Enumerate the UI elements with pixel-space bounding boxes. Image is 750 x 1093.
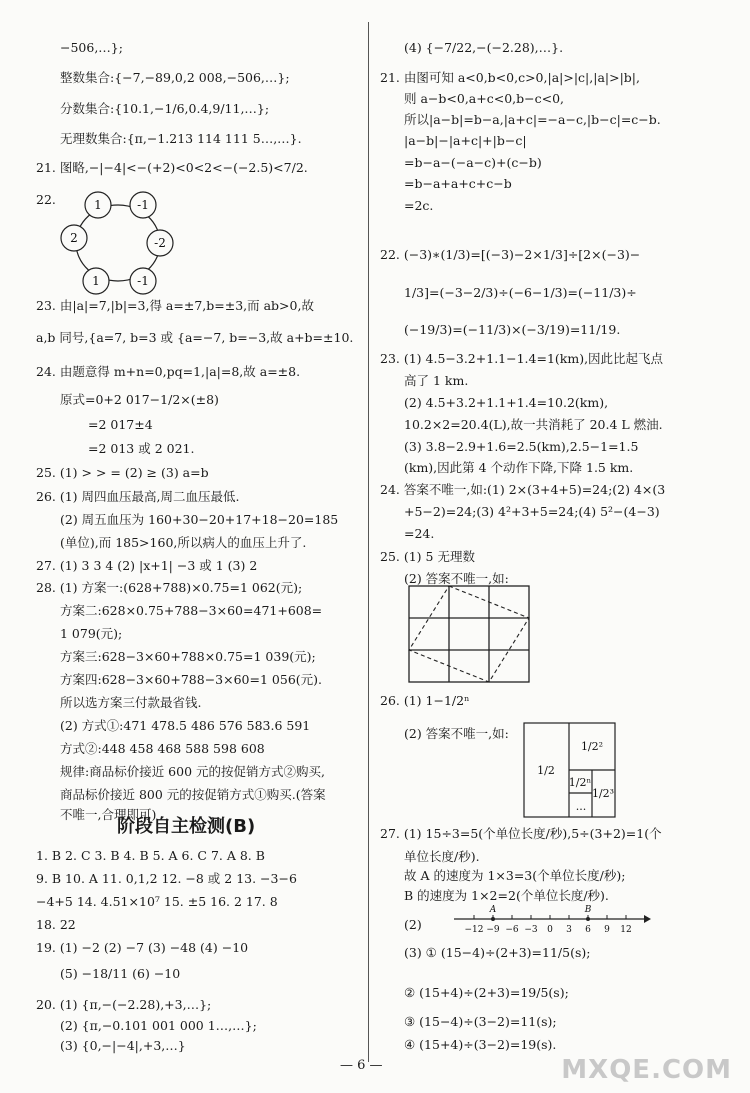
text-line: (2) 答案不唯一,如: [404, 726, 509, 741]
circle-value: -2 [154, 236, 166, 250]
text-line: 25. (1) 5 无理数 [380, 549, 475, 564]
text-line: 27. (1) 3 3 4 (2) |x+1| −3 或 1 (3) 2 [36, 558, 258, 573]
text-line: 方案三:628−3×60+788×0.75=1 039(元); [60, 649, 316, 664]
section-title: 阶段自主检测(B) [117, 816, 256, 837]
text-line: 26. (1) 周四血压最高,周二血压最低. [36, 489, 240, 504]
text-line: (2) 周五血压为 160+30−20+17+18−20=185 [60, 512, 339, 527]
tick-label: −6 [505, 925, 519, 935]
text-line: 21. 由图可知 a<0,b<0,c>0,|a|>|c|,|a|>|b|, [380, 70, 640, 85]
text-line: 单位长度/秒). [404, 849, 480, 864]
text-line: 21. 图略,−|−4|<−(+2)<0<2<−(−2.5)<7/2. [36, 160, 308, 175]
text-line: 1/3]=(−3−2/3)÷(−6−1/3)=(−11/3)÷ [404, 285, 637, 300]
text-line: −506,…}; [60, 40, 123, 55]
text-line: ③ (15−4)÷(3−2)=11(s); [404, 1014, 557, 1029]
text-line: 故 A 的速度为 1×3=3(个单位长度/秒); [404, 868, 626, 883]
number-line-diagram [452, 903, 652, 937]
text-line: 1. B 2. C 3. B 4. B 5. A 6. C 7. A 8. B [36, 848, 265, 863]
text-line: 22. [36, 192, 56, 207]
text-line: 高了 1 km. [404, 373, 469, 388]
text-line: (2) [404, 917, 422, 932]
text-line: =2c. [404, 198, 434, 213]
text-line: 方案四:628−3×60+788−3×60=1 056(元). [60, 672, 322, 687]
text-line: =2 013 或 2 021. [88, 441, 195, 456]
text-line: 无理数集合:{π,−1.213 114 111 5…,…}. [60, 131, 302, 146]
text-line: (3) {0,−|−4|,+3,…} [60, 1038, 186, 1053]
text-line: (2) 4.5+3.2+1.1+1.4=10.2(km), [404, 395, 609, 410]
text-line: (−19/3)=(−11/3)×(−3/19)=11/19. [404, 322, 621, 337]
text-line: 22. (−3)∗(1/3)=[(−3)−2×1/3]÷[2×(−3)− [380, 247, 641, 262]
text-line: 20. (1) {π,−(−2.28),+3,…}; [36, 997, 212, 1012]
watermark: MXQE.COM [561, 1055, 732, 1085]
text-line: 9. B 10. A 11. 0,1,2 12. −8 或 2 13. −3−6 [36, 871, 297, 886]
text-line: ② (15+4)÷(2+3)=19/5(s); [404, 985, 569, 1000]
text-line: (4) {−7/22,−(−2.28),…}. [404, 40, 564, 55]
area-label: 1/2 [537, 764, 555, 777]
text-line: 原式=0+2 017−1/2×(±8) [60, 392, 219, 407]
text-line: ④ (15+4)÷(3−2)=19(s). [404, 1037, 557, 1052]
text-line: +5−2)=24;(3) 4²+3+5=24;(4) 5²−(4−3) [404, 504, 660, 519]
tick-label: −12 [464, 925, 484, 935]
tick-label: 9 [604, 925, 610, 935]
text-line: 所以|a−b|=b−a,|a+c|=−a−c,|b−c|=c−b. [404, 112, 661, 127]
circle-value: -1 [137, 274, 149, 288]
text-line: (2) {π,−0.101 001 000 1…,…}; [60, 1018, 257, 1033]
area-label: 1/2² [580, 740, 604, 753]
text-line: −4+5 14. 4.51×10⁷ 15. ±5 16. 2 17. 8 [36, 894, 278, 909]
text-line: =24. [404, 526, 435, 541]
text-line: 则 a−b<0,a+c<0,b−c<0, [404, 91, 565, 106]
text-line: 25. (1) > > = (2) ≥ (3) a=b [36, 465, 209, 480]
text-line: (5) −18/11 (6) −10 [60, 966, 181, 981]
text-line: 整数集合:{−7,−89,0,2 008,−506,…}; [60, 70, 290, 85]
page-number: — 6 — [340, 1058, 383, 1073]
text-line: 24. 答案不唯一,如:(1) 2×(3+4+5)=24;(2) 4×(3 [380, 482, 666, 497]
text-line: =b−a+a+c+c−b [404, 176, 512, 191]
text-line: (3) ① (15−4)÷(2+3)=11/5(s); [404, 945, 591, 960]
text-line: 23. 由|a|=7,|b|=3,得 a=±7,b=±3,而 ab>0,故 [36, 298, 314, 313]
text-line: 28. (1) 方案一:(628+788)×0.75=1 062(元); [36, 580, 303, 595]
grid-square-diagram [408, 585, 530, 684]
tick-label: 6 [585, 925, 591, 935]
tick-label: −3 [524, 925, 538, 935]
text-line: =2 017±4 [88, 417, 153, 432]
text-line: 1 079(元); [60, 626, 123, 641]
text-line: 24. 由题意得 m+n=0,pq=1,|a|=8,故 a=±8. [36, 364, 301, 379]
text-line: 26. (1) 1−1/2ⁿ [380, 693, 470, 708]
text-line: (2) 答案不唯一,如: [404, 571, 509, 586]
text-line: 所以选方案三付款最省钱. [60, 695, 202, 710]
text-line: 方案二:628×0.75+788−3×60=471+608= [60, 603, 323, 618]
circle-ring-diagram [58, 188, 178, 298]
point-label: A [489, 905, 497, 915]
circle-value: -1 [137, 198, 149, 212]
tick-label: 3 [566, 925, 572, 935]
text-line: 19. (1) −2 (2) −7 (3) −48 (4) −10 [36, 940, 249, 955]
text-line: a,b 同号,{a=7, b=3 或 {a=−7, b=−3,故 a+b=±10. [36, 330, 354, 345]
circle-value: 2 [70, 231, 78, 245]
tick-label: −9 [486, 925, 500, 935]
text-line: (3) 3.8−2.9+1.6=2.5(km),2.5−1=1.5 [404, 439, 639, 454]
column-divider [368, 22, 369, 1062]
text-line: 分数集合:{10.1,−1/6,0.4,9/11,…}; [60, 101, 270, 116]
area-label: 1/2³ [591, 787, 615, 800]
text-line: (2) 方式①:471 478.5 486 576 583.6 591 [60, 718, 311, 733]
text-line: (单位),而 185>160,所以病人的血压上升了. [60, 535, 307, 550]
text-line: B 的速度为 1×2=2(个单位长度/秒). [404, 888, 609, 903]
text-line: 不唯一,合理即可) [60, 807, 157, 822]
text-line: 规律:商品标价接近 600 元的按促销方式②购买, [60, 764, 325, 779]
text-line: 10.2×2=20.4(L),故一共消耗了 20.4 L 燃油. [404, 417, 663, 432]
text-line: 23. (1) 4.5−3.2+1.1−1.4=1(km),因此比起飞点 [380, 351, 664, 366]
halving-square-diagram [523, 722, 616, 818]
tick-label: 12 [620, 925, 632, 935]
text-line: 27. (1) 15÷3=5(个单位长度/秒),5÷(3+2)=1(个 [380, 826, 662, 841]
tick-label: 0 [547, 925, 553, 935]
circle-value: 1 [92, 274, 100, 288]
text-line: 18. 22 [36, 917, 76, 932]
text-line: 商品标价接近 800 元的按促销方式①购买.(答案 [60, 787, 326, 802]
text-line: =b−a−(−a−c)+(c−b) [404, 155, 542, 170]
circle-value: 1 [94, 198, 102, 212]
area-label: ... [575, 800, 587, 813]
text-line: |a−b|−|a+c|+|b−c| [404, 133, 527, 148]
point-label: B [584, 905, 592, 915]
text-line: 方式②:448 458 468 588 598 608 [60, 741, 265, 756]
area-label: 1/2ⁿ [568, 776, 592, 789]
text-line: (km),因此第 4 个动作下降,下降 1.5 km. [404, 460, 634, 475]
